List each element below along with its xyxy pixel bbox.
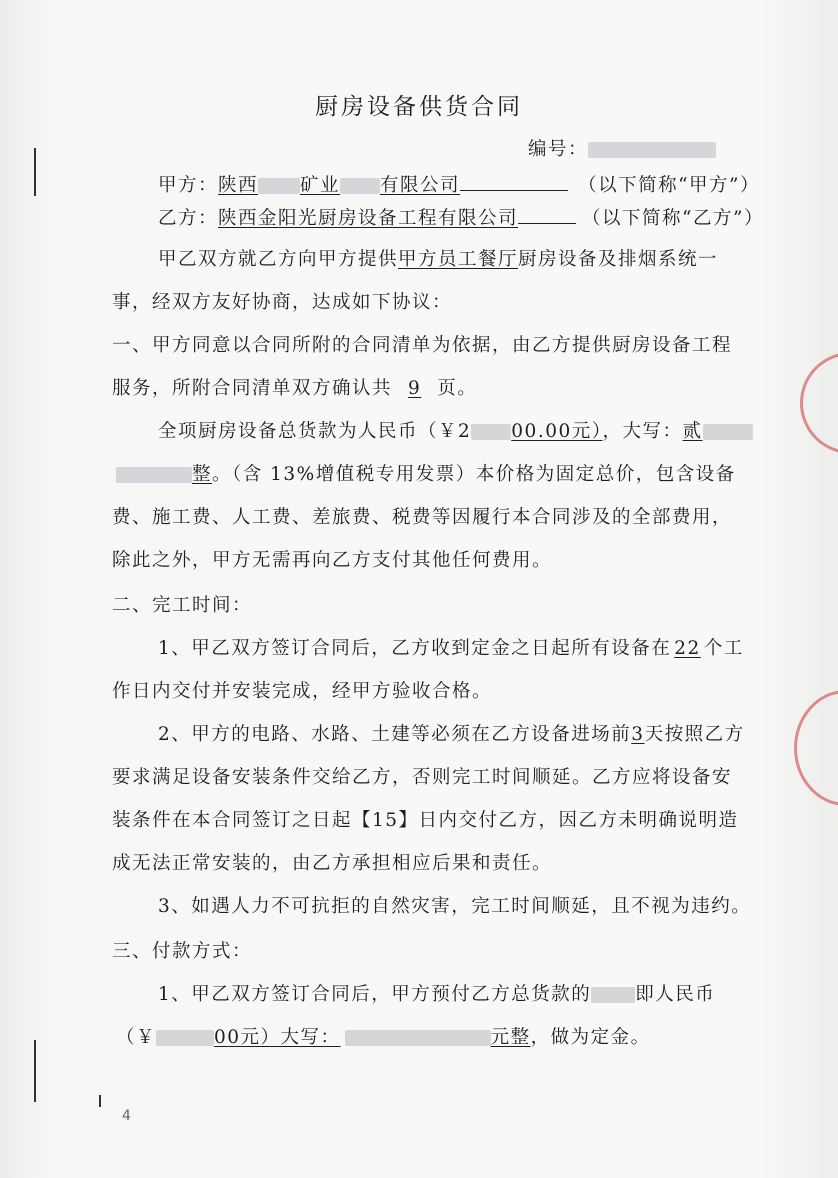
red-seal-middle xyxy=(794,690,838,806)
deposit-amount-tail: 00元）大写： xyxy=(214,1027,341,1048)
section-2-item-1-line-2: 作日内交付并安装完成，经甲方验收合格。 xyxy=(112,681,493,702)
section-2-item-2-line-4: 成无法正常安装的，由乙方承担相应后果和责任。 xyxy=(112,853,553,874)
price-line-4: 除此之外，甲方无需再向乙方支付其他任何费用。 xyxy=(112,550,553,571)
price-words-start: 贰 xyxy=(682,421,703,442)
price-line-3: 费、施工费、人工费、差旅费、税费等因履行本合同涉及的全部费用， xyxy=(112,507,733,528)
price-amount-tail: 00.00元） xyxy=(511,421,603,442)
section-2-item-2-line-3: 装条件在本合同签订之日起【15】日内交付乙方，因乙方未明确说明造 xyxy=(112,810,739,831)
price-line-1: 全项厨房设备总货款为人民币（￥2 00.00元），大写：贰 xyxy=(158,420,753,444)
section-3-title: 三、付款方式： xyxy=(112,941,253,962)
section-2-item-3: 3、如遇人力不可抗拒的自然灾害，完工时间顺延，且不视为违约。 xyxy=(158,896,752,917)
party-b-suffix: （以下简称“乙方”） xyxy=(582,208,764,229)
section-2-title: 二、完工时间： xyxy=(112,595,253,616)
section-3-item-1-line-2: （￥ 00元）大写： 元整，做为定金。 xyxy=(116,1027,651,1048)
scan-mark-small xyxy=(99,1095,101,1107)
redacted-deposit-percent xyxy=(591,987,635,1003)
redacted-price-words-2 xyxy=(116,467,192,483)
redacted-party-a-1 xyxy=(258,178,300,194)
section-1-line-1: 一、甲方同意以合同所附的合同清单为依据，由乙方提供厨房设备工程 xyxy=(112,335,733,356)
redacted-deposit-amount xyxy=(156,1030,214,1046)
contract-number xyxy=(528,138,716,162)
party-a-name: 陕西 矿业 有限公司 xyxy=(218,175,461,196)
intro-line-1: 甲乙双方就乙方向甲方提供甲方员工餐厅厨房设备及排烟系统一 xyxy=(158,249,719,270)
scan-mark-bottom xyxy=(34,1040,36,1102)
section-2-item-2-line-2: 要求满足设备安装条件交给乙方，否则完工时间顺延。乙方应将设备安 xyxy=(112,767,733,788)
party-a-suffix: （以下简称“甲方”） xyxy=(578,175,760,196)
completion-days: 22 xyxy=(674,638,701,659)
section-1-line-2: 服务，所附合同清单双方确认共 9 页。 xyxy=(112,378,478,399)
contract-number-label: 编号： xyxy=(528,139,589,160)
section-2-item-1-line-1: 1、甲乙双方签订合同后，乙方收到定金之日起所有设备在 22 个工 xyxy=(158,638,744,659)
corner-mark: 4 xyxy=(122,1108,131,1124)
party-b-label: 乙方： xyxy=(158,208,219,229)
redacted-price-amount xyxy=(471,424,511,440)
section-2-item-2-line-1: 2、甲方的电路、水路、土建等必须在乙方设备进场前3天按照乙方 xyxy=(158,724,745,745)
redacted-party-a-2 xyxy=(340,178,380,194)
redacted-price-words-1 xyxy=(703,424,753,440)
intro-project-name: 甲方员工餐厅 xyxy=(398,249,519,270)
party-b-line xyxy=(158,205,764,231)
intro-line-2: 事，经双方友好协商，达成如下协议： xyxy=(112,292,453,313)
section-1-page-count: 9 xyxy=(408,378,422,399)
party-a-blank xyxy=(460,172,568,191)
document-title: 厨房设备供货合同 xyxy=(315,94,523,120)
red-seal-top xyxy=(800,352,838,454)
party-b-blank xyxy=(518,205,576,224)
party-a-line xyxy=(158,172,760,198)
price-line-2: 整。（含 13%增值税专用发票）本价格为固定总价，包含设备 xyxy=(116,463,736,487)
price-words-end: 整 xyxy=(192,464,213,485)
section-3-item-1-line-1: 1、甲乙双方签订合同后，甲方预付乙方总货款的 即人民币 xyxy=(158,984,716,1005)
party-a-label: 甲方： xyxy=(158,175,219,196)
scan-mark-top xyxy=(34,148,36,196)
deposit-words-end: 元整 xyxy=(490,1027,531,1048)
redacted-contract-number xyxy=(588,142,716,158)
site-ready-days: 3 xyxy=(631,724,645,745)
party-b-name: 陕西金阳光厨房设备工程有限公司 xyxy=(218,208,519,229)
redacted-deposit-words xyxy=(345,1030,491,1046)
